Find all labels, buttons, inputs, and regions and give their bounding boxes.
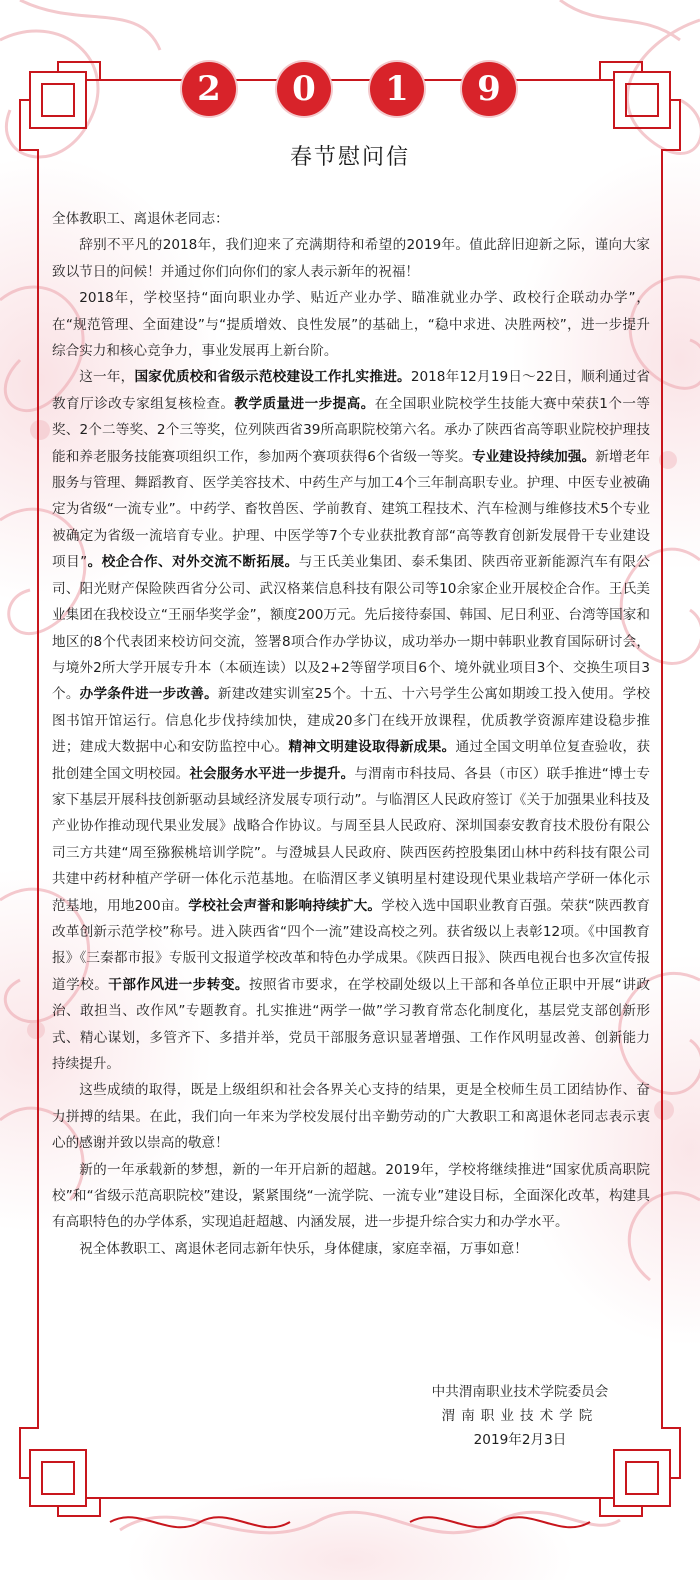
year-digit-circle: 1 <box>370 62 424 116</box>
signature-block <box>400 1380 640 1452</box>
body-text: 2018年12月19日～22日，顺利通过省教育厅诊改专家组复核检查。 <box>52 369 651 412</box>
signature-date: 2019年2月3日 <box>473 1432 567 1448</box>
highlight-text: 专业建设持续加强。 <box>471 448 596 465</box>
highlight-text: 教学质量进一步提高。 <box>234 395 375 412</box>
paragraph: 这些成绩的取得，既是上级组织和社会各界关心支持的结果，更是全校师生员工团结协作、奋力拼搏的结果。在此，我们向一年来为学校发展付出辛勤劳动的广大教职工和离退休老同志表示衷心的感谢并致以崇高的敬意！ <box>52 1082 650 1152</box>
paragraph: 新的一年承载新的梦想，新的一年开启新的超越。2019年，学校将继续推进“国家优质高职院校”和“省级示范高职院校”建设，紧紧围绕“一流学院、一流专业”建设目标，全面深化改革，构建具有高职特色的办学体系，实现追赶超越、内涵发展，进一步提升综合实力和办学水平。 <box>52 1161 650 1231</box>
body-text: 在全国职业院校学生技能大赛中荣获1个一等奖、2个二等奖、2个三等奖，位列陕西省39所高职院校第六名。承办了陕西省高等职业院校护理技能和养老服务技能赛项组织工作，参加两个赛项获得6个省级一等奖。 <box>52 395 651 465</box>
signature-line: 中共渭南职业技术学院委员会 <box>431 1384 609 1400</box>
year-digit-circle: 9 <box>462 62 516 116</box>
highlight-text: 社会服务水平进一步提升。 <box>189 765 355 782</box>
year-banner <box>0 60 700 120</box>
highlight-text: 。校企合作、对外交流不断拓展。 <box>87 554 299 571</box>
year-digit-circle: 0 <box>277 62 331 116</box>
body-text: 这一年， <box>79 369 135 386</box>
body-text: 与王氏美业集团、泰禾集团、陕西帝亚新能源汽车有限公司、阳光财产保险陕西省分公司、武汉格莱信息科技有限公司等10余家企业开展校企合作。王氏美业集团在我校设立“王丽华奖学金”，额度200万元。先后接待泰国、韩国、尼日利亚、台湾等国家和地区的8个代表团来校访问交流，签署8项合作办学协议，成功举办一期中韩职业教育国际研讨会，与境外2所大学开展专升本（本硕连读）以及2+2等留学项目6个、境外就业项目3个、交换生项目3个。 <box>52 554 650 703</box>
highlight-text: 国家优质校和省级示范校建设工作扎实推进。 <box>134 369 411 386</box>
highlight-text: 办学条件进一步改善。 <box>79 686 218 703</box>
body-text: 新增老年服务与管理、舞蹈教育、医学美容技术、中药生产与加工4个三年制高职专业。护理、中医专业被确定为省级“一流专业”。中药学、畜牧兽医、学前教育、建筑工程技术、汽车检测与维修技术5个专业被确定为省级一流培育专业。护理、中医学等7个专业获批教育部“高等教育创新发展骨干专业建设项目” <box>52 448 651 571</box>
paragraph-achievements <box>52 364 650 1077</box>
body-text: 学校入选中国职业教育百强。荣获“陕西教育改革创新示范学校”称号。进入陕西省“四个一流”建设高校之列。获省级以上表彰12项。《中国教育报》《三秦都市报》专版刊文报道学校改革和特色办学成果。《陕西日报》、陕西电视台也多次宣传报道学校。 <box>52 897 651 993</box>
year-digit-circle: 2 <box>182 62 236 116</box>
paragraph: 2018年，学校坚持“面向职业办学、贴近产业办学、瞄准就业办学、政校行企联动办学”，在“规范管理、全面建设”与“提质增效、良性发展”的基础上，“稳中求进、决胜两校”，进一步提升综合实力和核心竞争力，事业发展再上新台阶。 <box>52 290 650 360</box>
highlight-text: 精神文明建设取得新成果。 <box>288 739 456 756</box>
paragraph: 祝全体教职工、离退休老同志新年快乐，身体健康，家庭幸福，万事如意！ <box>79 1240 528 1257</box>
highlight-text: 干部作风进一步转变。 <box>108 976 249 993</box>
body-text: 通过全国文明单位复查验收，获批创建全国文明校园。 <box>52 739 651 782</box>
letter-title: 春节慰问信 <box>289 145 410 170</box>
highlight-text: 学校社会声誉和影响持续扩大。 <box>188 897 382 914</box>
body-text: 新建改建实训室25个。十五、十六号学生公寓如期竣工投入使用。学校图书馆开馆运行。信息化步伐持续加快，建成20多门在线开放课程，优质教学资源库建设稳步推进；建成大数据中心和安防监控中心。 <box>52 686 651 756</box>
paragraph: 辞别不平凡的2018年，我们迎来了充满期待和希望的2019年。值此辞旧迎新之际，谨向大家致以节日的问候！并通过你们向你们的家人表示新年的祝福！ <box>52 237 650 280</box>
body-text: 与渭南市科技局、各县（市区）联手推进“博士专家下基层开展科技创新驱动县域经济发展专项行动”。与临渭区人民政府签订《关于加强果业科技及产业协作推动现代果业发展》战略合作协议。与周至县人民政府、深圳国泰安教育技术股份有限公司三方共建“周至猕猴桃培训学院”。与澄城县人民政府、陕西医药控股集团山林中药科技有限公司共建中药材种植产学研一体化示范基地。在临渭区孝义镇明星村建设现代果业栽培产学研一体化示范基地，用地200亩。 <box>52 765 651 914</box>
letter-body <box>52 206 650 1262</box>
body-text: 按照省市要求，在学校副处级以上干部和各单位正职中开展“讲政治、敢担当、改作风”专题教育。扎实推进“两学一做”学习教育常态化制度化，基层党支部创新形式、精心谋划，多管齐下、多措并举，党员干部服务意识显著增强、工作作风明显改善、创新能力持续提升。 <box>52 976 650 1072</box>
signature-line: 渭南职业技术学院 <box>441 1408 599 1424</box>
salutation: 全体教职工、离退休老同志： <box>52 211 229 227</box>
